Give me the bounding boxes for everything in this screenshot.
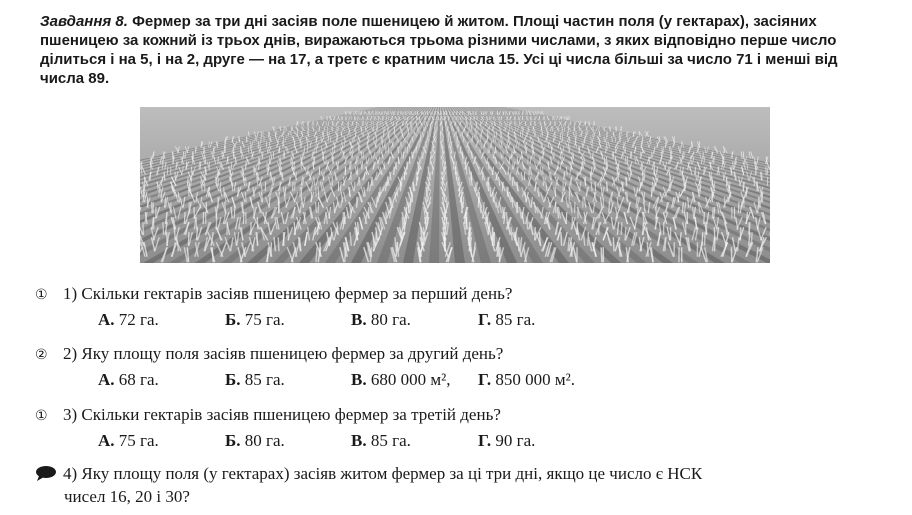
answer-options [98, 430, 885, 452]
question-text: 1) Скільки гектарів засіяв пшеницею фермер за перший день? [63, 284, 513, 303]
question-3 [35, 404, 885, 452]
answer-options [98, 369, 885, 391]
answer-options [98, 309, 885, 331]
answer-option[interactable]: А. 68 га. [98, 370, 159, 389]
question-text: 4) Яку площу поля (у гектарах) засіяв житом фермер за ці три дні, якщо це число є НСК [63, 464, 703, 483]
task-label: Завдання 8. [40, 13, 128, 30]
answer-option[interactable]: Г. 850 000 м². [478, 370, 576, 389]
answer-option[interactable]: Б. 85 га. [225, 370, 285, 389]
task-text: Фермер за три дні засіяв поле пшеницею й житом. Площі частин поля (у гектарах), засіяних пшеницею за кожний із трьох днів, виражаються трьома різними числами, з яких відповідно перше число ділиться і на 5, і на 2, друге — на 17, а третє є кратним числа 15. Усі ці числа більші за число 71 і менші від числа 89. [40, 13, 838, 87]
answer-option[interactable]: Г. 90 га. [478, 431, 536, 450]
difficulty-level-1-icon: ① [35, 287, 48, 303]
answer-option[interactable]: В. 80 га. [351, 310, 411, 329]
task-statement [40, 12, 880, 88]
question-4 [35, 463, 885, 508]
question-text-continuation: чисел 16, 20 і 30? [64, 487, 190, 506]
answer-option[interactable]: Б. 80 га. [225, 431, 285, 450]
wheat-field-photo [140, 107, 770, 263]
question-2 [35, 343, 885, 391]
question-text: 2) Яку площу поля засіяв пшеницею фермер за другий день? [63, 344, 504, 363]
answer-option[interactable]: Б. 75 га. [225, 310, 285, 329]
answer-option[interactable]: А. 75 га. [98, 431, 159, 450]
answer-option[interactable]: Г. 85 га. [478, 310, 536, 329]
answer-option[interactable]: В. 680 000 м², [351, 370, 451, 389]
speech-bubble-icon [35, 464, 63, 486]
question-1 [35, 283, 885, 331]
difficulty-level-2-icon: ② [35, 347, 48, 363]
question-text: 3) Скільки гектарів засіяв пшеницею фермер за третій день? [63, 405, 501, 424]
answer-option[interactable]: В. 85 га. [351, 431, 411, 450]
answer-option[interactable]: А. 72 га. [98, 310, 159, 329]
difficulty-level-1-icon: ① [35, 408, 48, 424]
